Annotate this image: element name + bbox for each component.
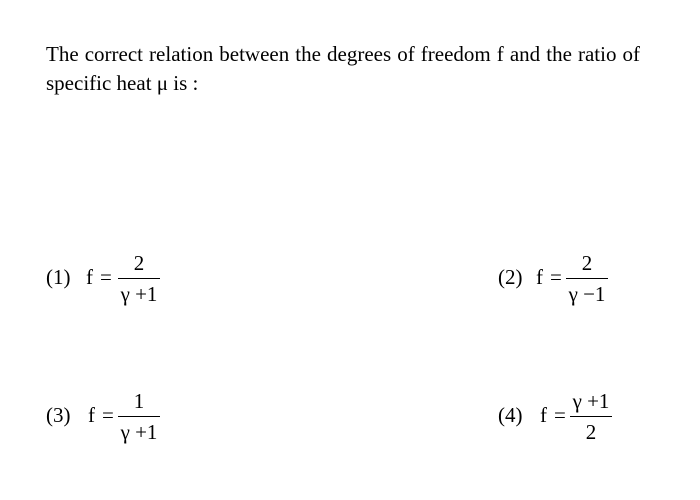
fraction-numerator: 1 (133, 389, 145, 413)
fraction-bar (118, 416, 160, 417)
option-equals: = (102, 403, 114, 427)
fraction-denominator: 2 (585, 420, 597, 444)
option-variable: f (88, 403, 95, 427)
option-label: (2) (498, 265, 523, 289)
fraction-denominator: γ +1 (120, 420, 158, 444)
option-variable: f (86, 265, 93, 289)
fraction-bar (566, 278, 608, 279)
option-equals: = (554, 403, 566, 427)
fraction (118, 386, 160, 445)
option-1[interactable] (46, 248, 216, 312)
fraction-denominator: γ +1 (120, 282, 158, 306)
option-variable: f (536, 265, 543, 289)
fraction-numerator: 2 (581, 251, 593, 275)
option-variable: f (540, 403, 547, 427)
fraction-numerator: γ +1 (572, 389, 610, 413)
option-4[interactable] (498, 386, 668, 450)
option-label: (1) (46, 265, 71, 289)
option-3[interactable] (46, 386, 216, 450)
option-2[interactable] (498, 248, 668, 312)
fraction (118, 248, 160, 307)
fraction (570, 386, 612, 445)
option-label: (3) (46, 403, 71, 427)
option-equals: = (550, 265, 562, 289)
fraction-bar (570, 416, 612, 417)
question-text: The correct relation between the degrees of freedom f and the ratio of specific heat μ is : (46, 42, 640, 95)
fraction-denominator: γ −1 (568, 282, 606, 306)
fraction-bar (118, 278, 160, 279)
option-equals: = (100, 265, 112, 289)
fraction (566, 248, 608, 307)
fraction-numerator: 2 (133, 251, 145, 275)
option-label: (4) (498, 403, 523, 427)
